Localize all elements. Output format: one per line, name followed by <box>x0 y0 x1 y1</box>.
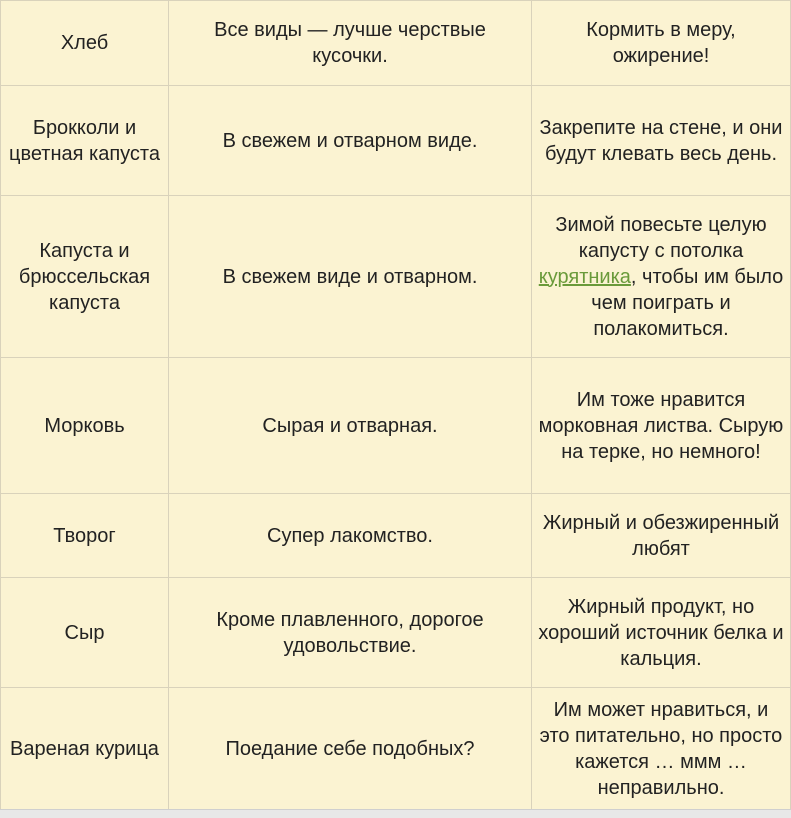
food-name-cell: Вареная курица <box>1 688 169 810</box>
food-name-cell: Хлеб <box>1 1 169 86</box>
food-name-cell: Морковь <box>1 358 169 494</box>
note-cell: Им может нравиться, и это питательно, но просто кажется … ммм … неправильно. <box>532 688 791 810</box>
note-cell <box>532 196 791 358</box>
preparation-cell: Супер лакомство. <box>169 494 532 578</box>
table-row <box>1 494 791 578</box>
food-name-cell: Творог <box>1 494 169 578</box>
preparation-cell: Кроме плавленного, дорогое удовольствие. <box>169 578 532 688</box>
table-row <box>1 578 791 688</box>
note-cell: Кормить в меру, ожирение! <box>532 1 791 86</box>
preparation-cell: Поедание себе подобных? <box>169 688 532 810</box>
preparation-cell: В свежем виде и отварном. <box>169 196 532 358</box>
note-text: , чтобы им было чем поиграть и полакомиться. <box>591 265 784 340</box>
note-cell: Жирный продукт, но хороший источник белка и кальция. <box>532 578 791 688</box>
note-cell: Закрепите на стене, и они будут клевать весь день. <box>532 86 791 196</box>
preparation-cell: Все виды — лучше черствые кусочки. <box>169 1 532 86</box>
food-name-cell: Брокколи и цветная капуста <box>1 86 169 196</box>
preparation-cell: Сырая и отварная. <box>169 358 532 494</box>
note-text: Зимой повесьте целую капусту с потолка <box>555 213 767 262</box>
food-name-cell: Капуста и брюссельская капуста <box>1 196 169 358</box>
food-name-cell: Сыр <box>1 578 169 688</box>
table-row <box>1 1 791 86</box>
table-row <box>1 688 791 810</box>
table-row <box>1 86 791 196</box>
table-row <box>1 196 791 358</box>
preparation-cell: В свежем и отварном виде. <box>169 86 532 196</box>
table-row <box>1 358 791 494</box>
chicken-coop-link[interactable]: курятника <box>538 265 631 288</box>
note-cell: Жирный и обезжиренный любят <box>532 494 791 578</box>
horizontal-scrollbar[interactable] <box>0 809 791 818</box>
note-cell: Им тоже нравится морковная листва. Сырую на терке, но немного! <box>532 358 791 494</box>
